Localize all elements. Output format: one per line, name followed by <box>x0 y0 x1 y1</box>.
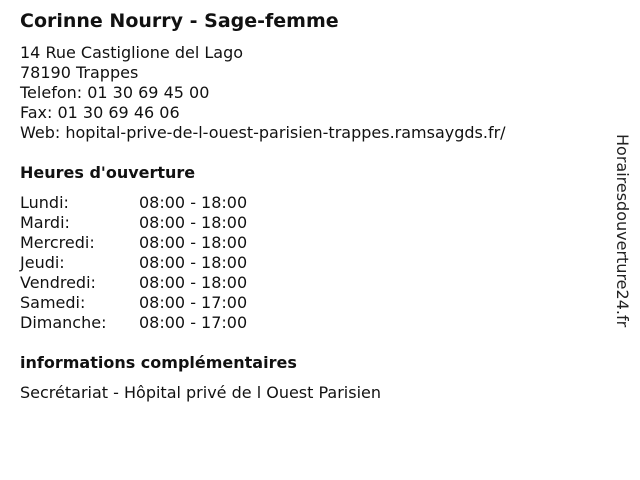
hours-row-monday <box>20 193 280 213</box>
hours-row-saturday <box>20 293 280 313</box>
address-block <box>20 43 506 143</box>
city-address: 78190 Trappes <box>20 63 139 82</box>
day-label: Vendredi: <box>20 273 96 292</box>
time-range: 08:00 - 18:00 <box>139 273 248 292</box>
day-label: Jeudi: <box>20 253 65 272</box>
time-range: 08:00 - 18:00 <box>139 213 248 232</box>
day-label: Lundi: <box>20 193 69 212</box>
time-range: 08:00 - 18:00 <box>139 193 248 212</box>
brand-watermark <box>612 134 632 370</box>
time-range: 08:00 - 18:00 <box>139 233 248 252</box>
day-label: Samedi: <box>20 293 86 312</box>
time-range: 08:00 - 17:00 <box>139 293 248 312</box>
website-link[interactable]: Web: hopital-prive-de-l-ouest-parisien-trappes.ramsaygds.fr/ <box>20 123 506 142</box>
day-label: Dimanche: <box>20 313 107 332</box>
opening-hours-heading: Heures d'ouverture <box>20 163 196 182</box>
hours-row-friday <box>20 273 280 293</box>
hours-row-sunday <box>20 313 280 333</box>
additional-info-text: Secrétariat - Hôpital privé de l Ouest Parisien <box>20 383 382 402</box>
day-label: Mardi: <box>20 213 70 232</box>
time-range: 08:00 - 17:00 <box>139 313 248 332</box>
additional-info-heading: informations complémentaires <box>20 353 297 372</box>
hours-row-tuesday <box>20 213 280 233</box>
street-address: 14 Rue Castiglione del Lago <box>20 43 244 62</box>
time-range: 08:00 - 18:00 <box>139 253 248 272</box>
phone-number: Telefon: 01 30 69 45 00 <box>20 83 210 102</box>
hours-row-wednesday <box>20 233 280 253</box>
page-title: Corinne Nourry - Sage-femme <box>20 10 339 32</box>
opening-hours-table <box>20 193 280 333</box>
fax-number: Fax: 01 30 69 46 06 <box>20 103 180 122</box>
day-label: Mercredi: <box>20 233 95 252</box>
hours-row-thursday <box>20 253 280 273</box>
brand-text: Horairesdouverture24.fr <box>613 134 632 328</box>
